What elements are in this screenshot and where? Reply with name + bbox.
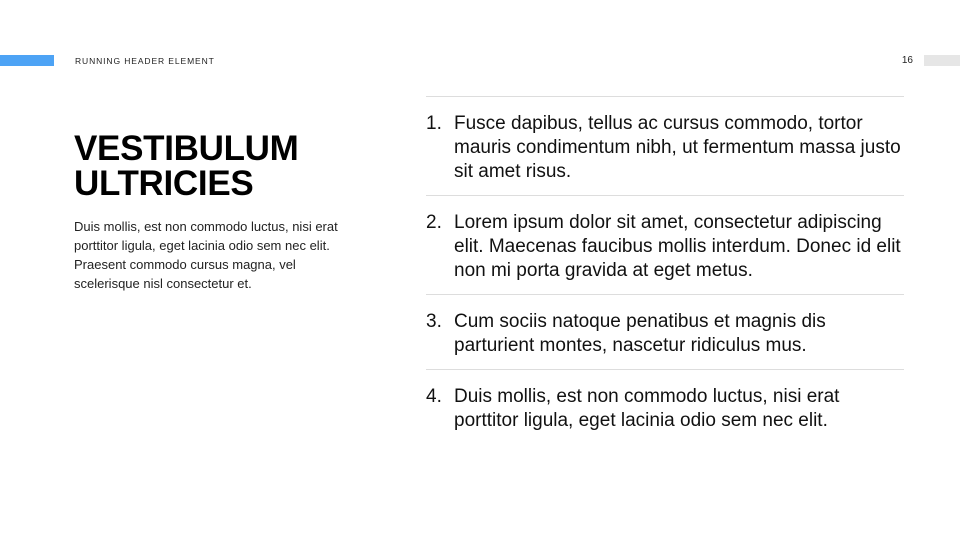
body-text: Duis mollis, est non commodo luctus, nisi erat porttitor ligula, eget lacinia odio sem nec elit. Praesent commodo cursus magna, vel scelerisque nisl consectetur et.: [74, 219, 338, 291]
item-number: 4.: [426, 386, 442, 407]
list-item: [426, 195, 904, 294]
numbered-list: [426, 96, 904, 444]
list-item: [426, 294, 904, 369]
page-number: 16: [901, 55, 913, 66]
item-text: Cum sociis natoque penatibus et magnis dis parturient montes, nascetur ridiculus mus.: [454, 311, 826, 356]
page-bar: [924, 55, 960, 66]
list-item: [426, 96, 904, 195]
running-header: RUNNING HEADER ELEMENT: [75, 56, 215, 66]
item-number: 1.: [426, 113, 442, 134]
item-number: 2.: [426, 212, 442, 233]
accent-bar: [0, 55, 54, 66]
item-number: 3.: [426, 311, 442, 332]
title-line-2: ULTRICIES: [74, 164, 254, 203]
item-text: Fusce dapibus, tellus ac cursus commodo, tortor mauris condimentum nibh, ut fermentum massa justo sit amet risus.: [454, 113, 901, 182]
title-line-1: VESTIBULUM: [74, 129, 299, 168]
slide-title: [74, 131, 299, 201]
item-text: Lorem ipsum dolor sit amet, consectetur adipiscing elit. Maecenas faucibus mollis interdum. Donec id elit non mi porta gravida at eget metus.: [454, 212, 901, 281]
list-item: [426, 369, 904, 444]
item-text: Duis mollis, est non commodo luctus, nisi erat porttitor ligula, eget lacinia odio sem nec elit.: [454, 386, 840, 431]
